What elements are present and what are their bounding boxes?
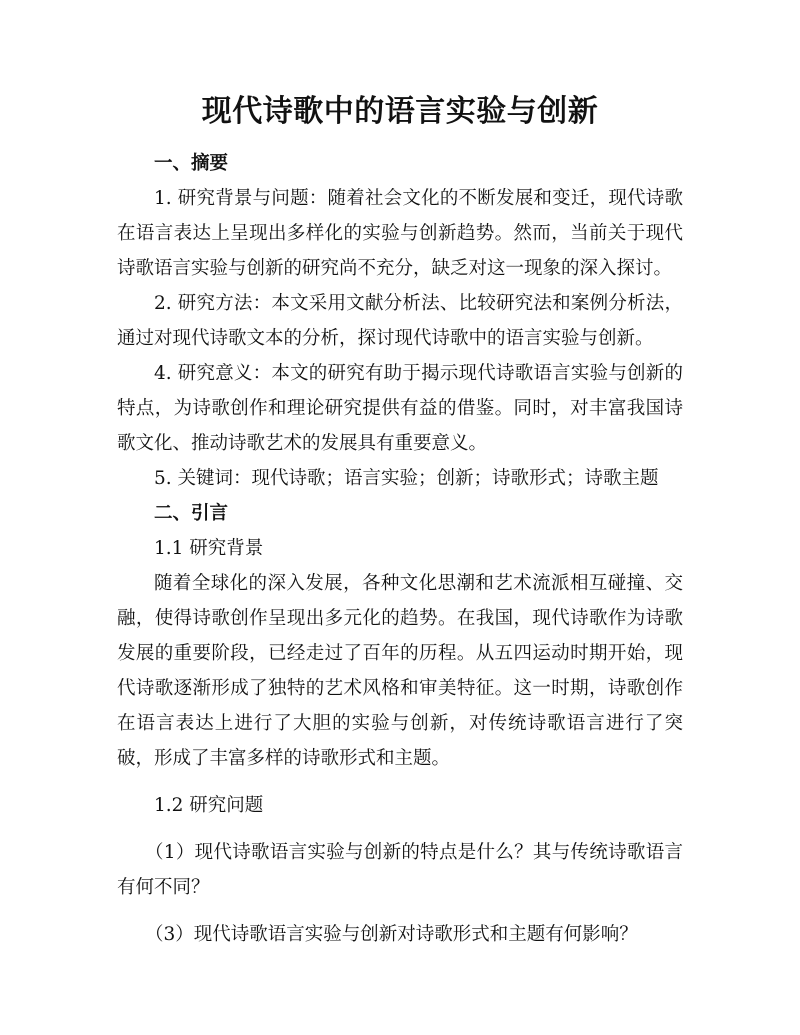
introduction-heading: 二、引言 <box>154 503 229 524</box>
subsection-1-1-heading: 1.1 研究背景 <box>154 538 264 559</box>
abstract-heading: 一、摘要 <box>154 153 229 174</box>
background-paragraph: 随着全球化的深入发展，各种文化思潮和艺术流派相互碰撞、交融，使得诗歌创作呈现出多元化的趋势。在我国，现代诗歌作为诗歌发展的重要阶段，已经走过了百年的历程。从五四运动时期开始，现代诗歌逐渐形成了独特的艺术风格和审美特征。这一时期，诗歌创作在语言表达上进行了大胆的实验与创新，对传统诗歌语言进行了突破，形成了丰富多样的诗歌形式和主题。 <box>117 573 683 769</box>
research-question-1: （1）现代诗歌语言实验与创新的特点是什么？其与传统诗歌语言有何不同？ <box>117 842 683 898</box>
subsection-1-2-heading: 1.2 研究问题 <box>154 795 264 816</box>
abstract-paragraph-4: 4. 研究意义：本文的研究有助于揭示现代诗歌语言实验与创新的特点，为诗歌创作和理论研究提供有益的借鉴。同时，对丰富我国诗歌文化、推动诗歌艺术的发展具有重要意义。 <box>117 363 683 454</box>
research-question-3: （3）现代诗歌语言实验与创新对诗歌形式和主题有何影响？ <box>145 924 638 945</box>
abstract-paragraph-2: 2. 研究方法：本文采用文献分析法、比较研究法和案例分析法，通过对现代诗歌文本的分析，探讨现代诗歌中的语言实验与创新。 <box>117 293 683 349</box>
document-title: 现代诗歌中的语言实验与创新 <box>201 94 599 129</box>
keywords-paragraph: 5. 关键词：现代诗歌；语言实验；创新；诗歌形式；诗歌主题 <box>154 468 659 489</box>
document-body <box>117 146 683 952</box>
abstract-paragraph-1: 1. 研究背景与问题：随着社会文化的不断发展和变迁，现代诗歌在语言表达上呈现出多样化的实验与创新趋势。然而，当前关于现代诗歌语言实验与创新的研究尚不充分，缺乏对这一现象的深入探讨。 <box>117 188 683 279</box>
